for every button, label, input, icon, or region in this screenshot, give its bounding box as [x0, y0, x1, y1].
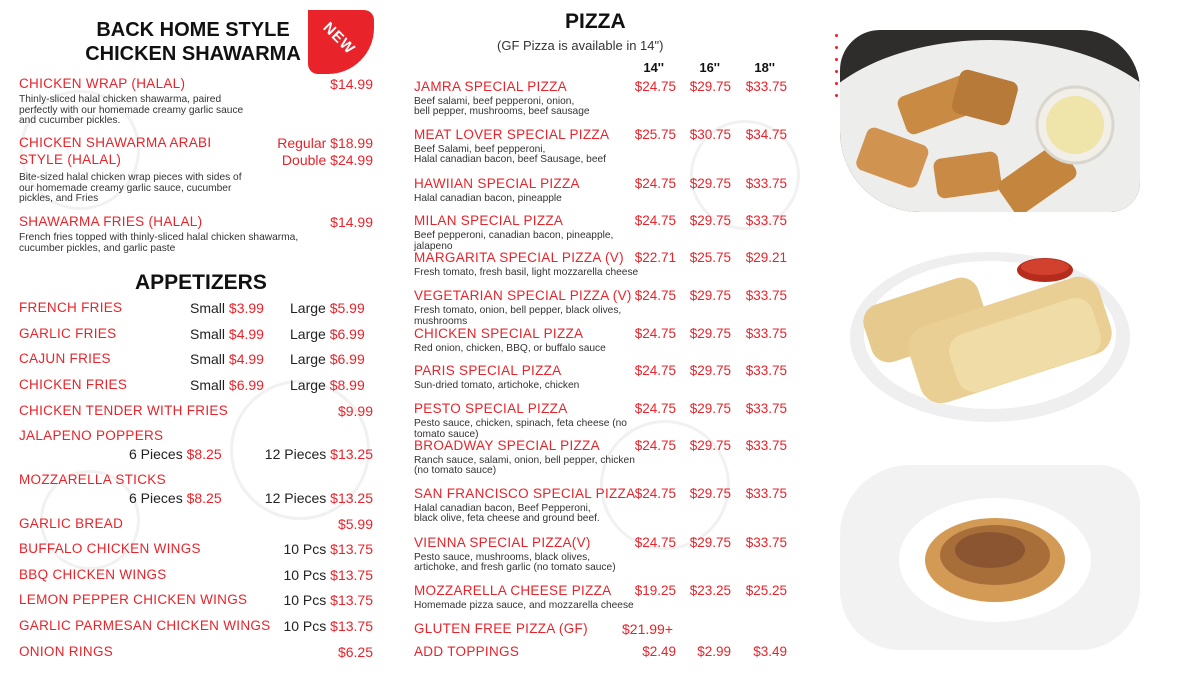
pieces-price [129, 490, 222, 506]
price-14: $24.75 [634, 213, 676, 228]
menu-item-name: SHAWARMA FRIES (HALAL) [19, 214, 203, 229]
pizza-description: Homemade pizza sauce, and mozzarella cheese [414, 600, 634, 611]
shawarma-fries-photo [840, 465, 1140, 650]
pizza-name: SAN FRANCISCO SPECIAL PIZZA [414, 486, 636, 501]
pizza-name: PESTO SPECIAL PIZZA [414, 401, 568, 416]
pizza-description: Beef Salami, beef pepperoni, [414, 144, 546, 155]
price-16: $29.75 [689, 326, 731, 341]
price-14: $25.75 [634, 127, 676, 142]
pizza-name: MEAT LOVER SPECIAL PIZZA [414, 127, 610, 142]
price-14: $24.75 [634, 438, 676, 453]
pizza-name: VEGETARIAN SPECIAL PIZZA (V) [414, 288, 632, 303]
price-value: $5.99 [329, 300, 365, 316]
garlic-bread-illustration [840, 245, 1140, 425]
pizza-name: MOZZARELLA CHEESE PIZZA [414, 583, 612, 598]
pieces-price [233, 490, 373, 506]
pizza-name: MILAN SPECIAL PIZZA [414, 213, 564, 228]
decorative-dot [835, 82, 838, 85]
pizza-description: Beef salami, beef pepperoni, onion, [414, 96, 575, 107]
pizza-description: Ranch sauce, salami, onion, bell pepper, chicken [414, 455, 635, 466]
pizza-name: JAMRA SPECIAL PIZZA [414, 79, 567, 94]
menu-item-name: CHICKEN WRAP (HALAL) [19, 76, 186, 91]
decorative-dot [835, 70, 838, 73]
price-18: $33.75 [745, 401, 787, 416]
price-14: $19.25 [634, 583, 676, 598]
size-header: 18'' [754, 60, 775, 75]
price-value: $13.75 [330, 541, 373, 557]
shawarma-wrap-photo [840, 30, 1140, 212]
price-18: $33.75 [745, 486, 787, 501]
size-price [190, 351, 264, 367]
menu-item-name: CHICKEN FRIES [19, 377, 128, 392]
price-18: $33.75 [745, 288, 787, 303]
menu-item-price [233, 618, 373, 634]
menu-item-name: GLUTEN FREE PIZZA (GF) [414, 621, 588, 636]
price-16: $29.75 [689, 438, 731, 453]
menu-item-name: LEMON PEPPER CHICKEN WINGS [19, 592, 248, 607]
size-price [190, 326, 264, 342]
menu-item-price: Double $24.99 [281, 152, 373, 168]
menu-item-name: CAJUN FRIES [19, 351, 111, 366]
menu-item-name: JALAPENO POPPERS [19, 428, 164, 443]
decorative-dot [835, 46, 838, 49]
price-14: $24.75 [634, 401, 676, 416]
menu-item-price: Regular $18.99 [277, 135, 373, 151]
pizza-description: Beef pepperoni, canadian bacon, pineapple, jalapeno [414, 230, 614, 252]
price-18: $33.75 [745, 535, 787, 550]
pieces-label: 6 Pieces [129, 490, 183, 506]
size-price [290, 300, 365, 316]
pizza-description: Red onion, chicken, BBQ, or buffalo sauce [414, 343, 606, 354]
size-label: Small [190, 300, 226, 316]
quantity-label: 10 Pcs [283, 618, 327, 634]
size-label: Large [290, 351, 326, 367]
shawarma-wrap-illustration [840, 30, 1140, 212]
menu-item-price: $9.99 [337, 403, 373, 419]
menu-item-price: $5.99 [337, 516, 373, 532]
price-16: $23.25 [689, 583, 731, 598]
quantity-label: 10 Pcs [283, 541, 327, 557]
price-value: $8.25 [186, 446, 222, 462]
menu-item-name: ONION RINGS [19, 644, 114, 659]
menu-item-name: ADD TOPPINGS [414, 644, 520, 659]
menu-item-description: Thinly-sliced halal chicken shawarma, paired perfectly with our homemade creamy garlic sauce and cucumber pickles. [19, 94, 244, 126]
price-14: $22.71 [634, 250, 676, 265]
price-14: $24.75 [634, 326, 676, 341]
title-line: CHICKEN SHAWARMA [85, 43, 301, 65]
decorative-dot [835, 58, 838, 61]
new-badge [308, 10, 374, 74]
menu-item-description: Bite-sized halal chicken wrap pieces with sides of our homemade creamy garlic sauce, cucumber pickles, and Fries [19, 172, 242, 204]
price-18: $34.75 [745, 127, 787, 142]
price-14: $24.75 [634, 535, 676, 550]
price-value: $6.99 [329, 351, 365, 367]
price-value: $13.75 [330, 592, 373, 608]
price-16: $25.75 [689, 250, 731, 265]
pizza-name: BROADWAY SPECIAL PIZZA [414, 438, 600, 453]
price-value: $4.99 [228, 351, 264, 367]
decorative-dot [835, 34, 838, 37]
price-16: $29.75 [689, 535, 731, 550]
price-14: $24.75 [634, 486, 676, 501]
price-14: $24.75 [634, 363, 676, 378]
price-value: $4.99 [228, 326, 264, 342]
menu-item-name: BUFFALO CHICKEN WINGS [19, 541, 201, 556]
menu-item-name: MOZZARELLA STICKS [19, 472, 166, 487]
size-label: Large [290, 326, 326, 342]
menu-item-name: GARLIC PARMESAN CHICKEN WINGS [19, 618, 271, 633]
price-16: $29.75 [689, 486, 731, 501]
price-14: $24.75 [634, 79, 676, 94]
size-label: Small [190, 351, 226, 367]
pieces-price [233, 446, 373, 462]
menu-item-price [233, 592, 373, 608]
pizza-description: Halal canadian bacon, pineapple [414, 193, 562, 204]
price-value: $3.99 [228, 300, 264, 316]
pieces-label: 12 Pieces [264, 490, 327, 506]
pieces-label: 6 Pieces [129, 446, 183, 462]
menu-item-price: $14.99 [330, 76, 373, 92]
price-value: $8.99 [329, 377, 365, 393]
menu-item-name: GARLIC BREAD [19, 516, 124, 531]
price-value: $13.25 [330, 446, 373, 462]
price-16: $2.99 [697, 644, 731, 659]
price-14: $24.75 [634, 176, 676, 191]
pizza-description: artichoke, and fresh garlic (no tomato sauce) [414, 562, 616, 573]
quantity-label: 10 Pcs [283, 592, 327, 608]
pizza-name: VIENNA SPECIAL PIZZA(V) [414, 535, 591, 550]
price-18: $33.75 [745, 213, 787, 228]
size-header: 14'' [643, 60, 664, 75]
size-price [190, 377, 264, 393]
price-value: $6.99 [329, 326, 365, 342]
menu-item-name: BBQ CHICKEN WINGS [19, 567, 167, 582]
menu-item-description: French fries topped with thinly-sliced halal chicken shawarma, cucumber pickles, and garlic paste [19, 232, 299, 254]
pizza-description: Pesto sauce, mushrooms, black olives, [414, 552, 591, 563]
pizza-name: PARIS SPECIAL PIZZA [414, 363, 562, 378]
pizza-name: CHICKEN SPECIAL PIZZA [414, 326, 584, 341]
pizza-description: Sun-dried tomato, artichoke, chicken [414, 380, 580, 391]
price-18: $33.75 [745, 326, 787, 341]
size-label: Large [290, 377, 326, 393]
menu-item-price: $21.99+ [622, 621, 673, 637]
menu-item-name: FRENCH FRIES [19, 300, 123, 315]
menu-item-name: GARLIC FRIES [19, 326, 117, 341]
pizza-description: Halal canadian bacon, Beef Pepperoni, [414, 503, 591, 514]
pizza-description: Fresh tomato, fresh basil, light mozzarella cheese [414, 267, 639, 278]
menu-item-price: $14.99 [330, 214, 373, 230]
price-value: $13.75 [330, 567, 373, 583]
title-line: BACK HOME STYLE [96, 19, 290, 41]
size-label: Small [190, 326, 226, 342]
price-16: $29.75 [689, 288, 731, 303]
menu-item-name: STYLE (HALAL) [19, 152, 122, 167]
menu-item-name: CHICKEN TENDER WITH FRIES [19, 403, 229, 418]
size-label: Small [190, 377, 226, 393]
menu-item-price [233, 541, 373, 557]
price-16: $29.75 [689, 213, 731, 228]
size-price [290, 377, 365, 393]
price-16: $29.75 [689, 401, 731, 416]
price-14: $2.49 [642, 644, 676, 659]
price-value: $8.25 [186, 490, 222, 506]
price-14: $24.75 [634, 288, 676, 303]
size-header: 16'' [699, 60, 720, 75]
pizza-description: Pesto sauce, chicken, spinach, feta cheese (no tomato sauce) [414, 418, 627, 440]
size-price [290, 351, 365, 367]
pizza-description: Fresh tomato, onion, bell pepper, black olives, mushrooms [414, 305, 622, 327]
price-18: $33.75 [745, 176, 787, 191]
pizza-description: Halal canadian bacon, beef Sausage, beef [414, 154, 607, 165]
price-16: $29.75 [689, 363, 731, 378]
pizza-description: bell pepper, mushrooms, beef sausage [414, 106, 590, 117]
menu-item-price [233, 567, 373, 583]
price-18: $3.49 [753, 644, 787, 659]
shawarma-section-title [58, 18, 328, 66]
price-16: $29.75 [689, 176, 731, 191]
pizza-title: PIZZA [565, 10, 626, 33]
pizza-description: (no tomato sauce) [414, 465, 497, 476]
price-18: $33.75 [745, 363, 787, 378]
size-price [190, 300, 264, 316]
pieces-price [129, 446, 222, 462]
pizza-name: MARGARITA SPECIAL PIZZA (V) [414, 250, 624, 265]
shawarma-fries-illustration [840, 465, 1140, 650]
size-label: Large [290, 300, 326, 316]
pieces-label: 12 Pieces [264, 446, 327, 462]
quantity-label: 10 Pcs [283, 567, 327, 583]
pizza-subtitle: (GF Pizza is available in 14") [497, 38, 664, 53]
price-16: $29.75 [689, 79, 731, 94]
price-18: $33.75 [745, 79, 787, 94]
price-value: $13.25 [330, 490, 373, 506]
price-value: $13.75 [330, 618, 373, 634]
pizza-name: HAWIIAN SPECIAL PIZZA [414, 176, 580, 191]
decorative-dot [835, 94, 838, 97]
price-18: $25.25 [745, 583, 787, 598]
menu-item-name: CHICKEN SHAWARMA ARABI [19, 135, 212, 150]
price-18: $33.75 [745, 438, 787, 453]
price-value: $6.99 [228, 377, 264, 393]
menu-item-price: $6.25 [337, 644, 373, 660]
pizza-description: black olive, feta cheese and ground beef. [414, 513, 600, 524]
price-18: $29.21 [745, 250, 787, 265]
badge-label: NEW [319, 19, 359, 58]
garlic-bread-photo [840, 245, 1140, 425]
appetizers-title: APPETIZERS [135, 271, 267, 294]
price-16: $30.75 [689, 127, 731, 142]
size-price [290, 326, 365, 342]
